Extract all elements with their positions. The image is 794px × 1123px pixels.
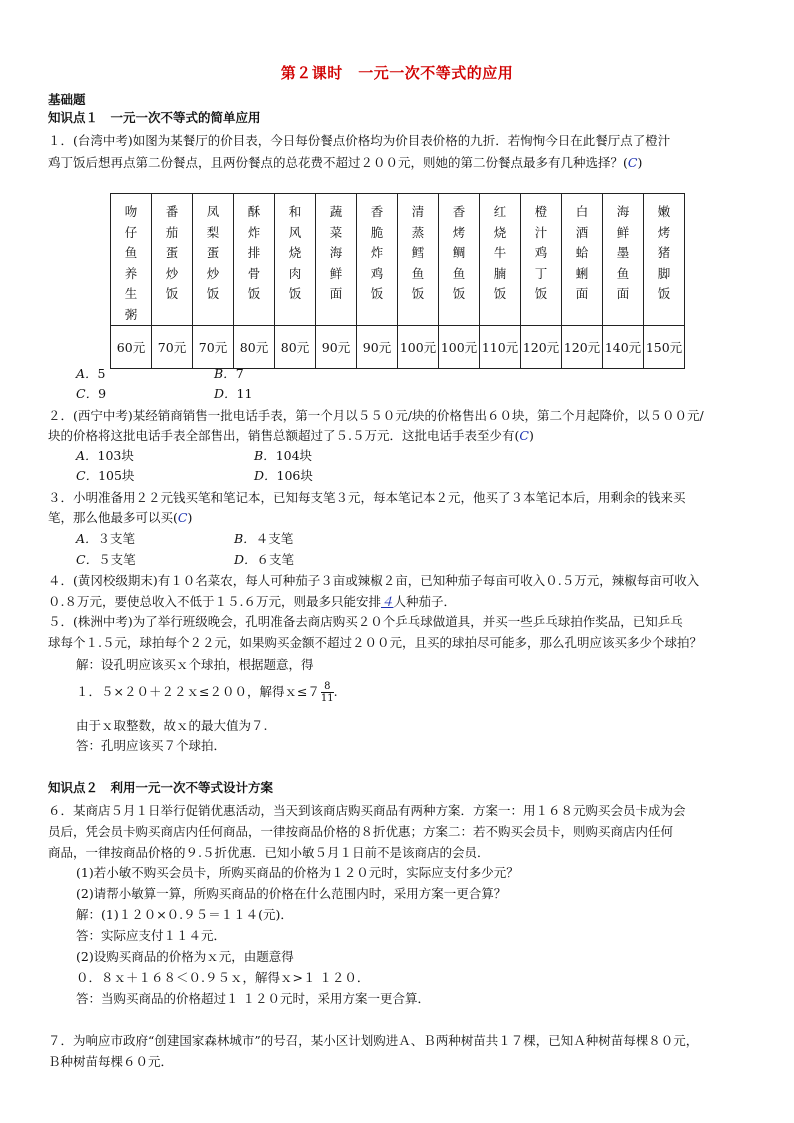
q7-text-line1: ７．为响应市政府“创建国家森林城市”的号召，某小区计划购进Ａ、Ｂ两种树苗共１７棵，已知Ａ种树苗每棵８０元， bbox=[48, 1033, 699, 1048]
menu-item-name: 番茄蛋炒饭 bbox=[152, 194, 193, 326]
q2-option-a: A．103块 bbox=[76, 448, 134, 463]
menu-item-price: 100元 bbox=[439, 326, 480, 369]
q3-option-b: B．４支笔 bbox=[234, 531, 294, 546]
q6-solution-line3: (2)设购买商品的价格为ｘ元，由题意得 bbox=[76, 949, 294, 964]
menu-item-price: 140元 bbox=[603, 326, 644, 369]
menu-item-name: 凤梨蛋炒饭 bbox=[193, 194, 234, 326]
q3-text-line2: 笔，那么他最多可以买(C) bbox=[48, 510, 193, 525]
menu-item-price: 70元 bbox=[152, 326, 193, 369]
menu-item-price: 80元 bbox=[234, 326, 275, 369]
q3-option-d: D．６支笔 bbox=[234, 552, 295, 567]
menu-item-name: 香烤鲷鱼饭 bbox=[439, 194, 480, 326]
menu-item-name: 红烧牛腩饭 bbox=[480, 194, 521, 326]
q6-text-line2: 员后，凭会员卡购买商店内任何商品，一律按商品价格的８折优惠；方案二：若不购买会员卡，则购买商店内任何 bbox=[48, 824, 674, 839]
q4-answer: ４ bbox=[380, 594, 394, 609]
table-row bbox=[111, 194, 685, 326]
q2-answer: C bbox=[519, 428, 529, 443]
menu-item-price: 80元 bbox=[275, 326, 316, 369]
q3-option-a: A．３支笔 bbox=[76, 531, 136, 546]
q2-text-line2: 块的价格将这批电话手表全部售出，销售总额超过了５.５万元．这批电话手表至少有(C) bbox=[48, 428, 534, 443]
q4-text-line1: ４．(黄冈校级期末)有１０名菜农，每人可种茄子３亩或辣椒２亩，已知种茄子每亩可收入０.５万元，辣椒每亩可收入 bbox=[48, 573, 700, 588]
q2-option-c: C．105块 bbox=[76, 468, 135, 483]
page-title: 第２课时 一元一次不等式的应用 bbox=[280, 64, 514, 82]
q4-text-line2: ０.８万元，要使总收入不低于１５.６万元，则最多只能安排４人种茄子． bbox=[48, 594, 456, 609]
menu-item-price: 100元 bbox=[398, 326, 439, 369]
menu-item-name: 吻仔鱼养生粥 bbox=[111, 194, 152, 326]
section-heading: 基础题 bbox=[48, 92, 86, 107]
menu-item-price: 70元 bbox=[193, 326, 234, 369]
menu-item-price: 120元 bbox=[521, 326, 562, 369]
q5-text-line1: ５．(株洲中考)为了举行班级晚会，孔明准备去商店购买２０个乒乓球做道具，并买一些乒乓球拍作奖品，已知乒乓 bbox=[48, 614, 683, 629]
q3-answer: C bbox=[177, 510, 188, 525]
q6-text-line3: 商品，一律按商品价格的９.５折优惠．已知小敏５月１日前不是该商店的会员． bbox=[48, 845, 490, 860]
q6-subquestion-1: (1)若小敏不购买会员卡，所购买商品的价格为１２０元时，实际应支付多少元？ bbox=[76, 865, 519, 880]
q6-solution-line1: 解：(1)１２０×０.９５＝１１４(元)． bbox=[76, 907, 293, 922]
q1-text-line1: １．(台湾中考)如图为某餐厅的价目表，今日每份餐点价格均为价目表价格的九折．若恂恂今日在此餐厅点了橙汁 bbox=[48, 133, 671, 148]
q6-text-line1: ６．某商店５月１日举行促销优惠活动，当天到该商店购买商品有两种方案．方案一：用１６８元购买会员卡成为会 bbox=[48, 803, 686, 818]
q5-solution-line3: 由于ｘ取整数，故ｘ的最大值为７. bbox=[76, 718, 268, 733]
table-row bbox=[111, 326, 685, 369]
q2-text-line1: ２．(西宁中考)某经销商销售一批电话手表，第一个月以５５０元/块的价格售出６０块，第二个月起降价，以５００元/ bbox=[48, 408, 704, 423]
q1-option-a: A．5 bbox=[76, 366, 106, 381]
q2-option-d: D．106块 bbox=[254, 468, 313, 483]
menu-item-price: 120元 bbox=[562, 326, 603, 369]
menu-item-name: 酥炸排骨饭 bbox=[234, 194, 275, 326]
knowledge-point-2: 知识点２ 利用一元一次不等式设计方案 bbox=[48, 780, 274, 795]
q1-option-c: C．9 bbox=[76, 386, 107, 401]
q2-option-b: B．104块 bbox=[254, 448, 313, 463]
q7-text-line2: Ｂ种树苗每棵６０元． bbox=[48, 1054, 174, 1069]
menu-item-price: 110元 bbox=[480, 326, 521, 369]
q6-solution-line5: 答：当购买商品的价格超过１ １２０元时，采用方案一更合算． bbox=[76, 991, 430, 1006]
menu-item-price: 90元 bbox=[357, 326, 398, 369]
menu-item-name: 清蒸鳕鱼饭 bbox=[398, 194, 439, 326]
menu-item-name: 香脆炸鸡饭 bbox=[357, 194, 398, 326]
menu-item-price: 90元 bbox=[316, 326, 357, 369]
q5-solution-line4: 答：孔明应该买７个球拍． bbox=[76, 738, 227, 753]
menu-item-name: 海鲜墨鱼面 bbox=[603, 194, 644, 326]
q6-subquestion-2: (2)请帮小敏算一算，所购买商品的价格在什么范围内时，采用方案一更合算？ bbox=[76, 886, 507, 901]
q1-answer: C bbox=[627, 155, 638, 170]
knowledge-point-1: 知识点１ 一元一次不等式的简单应用 bbox=[48, 110, 261, 125]
fraction: $\frac{8}{11}$ bbox=[320, 681, 334, 704]
menu-item-name: 嫩烤猪脚饭 bbox=[644, 194, 685, 326]
price-table bbox=[110, 193, 685, 369]
q1-option-d: D．11 bbox=[214, 386, 253, 401]
menu-item-name: 和风烧肉饭 bbox=[275, 194, 316, 326]
q5-solution-line2: １．５×２０＋２２ｘ≤２００，解得ｘ≤７ $\frac{8}{11}$ . bbox=[76, 681, 338, 704]
q6-solution-line4: ０．８ｘ＋１６８＜０.９５ｘ，解得ｘ>１ １２０． bbox=[76, 970, 370, 985]
q1-option-b: B．7 bbox=[214, 366, 244, 381]
menu-item-price: 60元 bbox=[111, 326, 152, 369]
menu-item-name: 白酒蛤蜊面 bbox=[562, 194, 603, 326]
q1-text-line2: 鸡丁饭后想再点第二份餐点，且两份餐点的总花费不超过２００元，则她的第二份餐点最多有几种选择？(C) bbox=[48, 155, 643, 170]
menu-item-price: 150元 bbox=[644, 326, 685, 369]
menu-item-name: 橙汁鸡丁饭 bbox=[521, 194, 562, 326]
q6-solution-line2: 答：实际应支付１１４元． bbox=[76, 928, 227, 943]
q5-text-line2: 球每个１.５元，球拍每个２２元，如果购买金额不超过２００元，且买的球拍尽可能多，那么孔明应该买多少个球拍？ bbox=[48, 635, 702, 650]
q3-text-line1: ３．小明准备用２２元钱买笔和笔记本，已知每支笔３元，每本笔记本２元，他买了３本笔记本后，用剩余的钱来买 bbox=[48, 490, 686, 505]
q5-solution-line1: 解：设孔明应该买ｘ个球拍，根据题意，得 bbox=[76, 657, 314, 672]
q3-option-c: C．５支笔 bbox=[76, 552, 136, 567]
menu-item-name: 蔬菜海鲜面 bbox=[316, 194, 357, 326]
